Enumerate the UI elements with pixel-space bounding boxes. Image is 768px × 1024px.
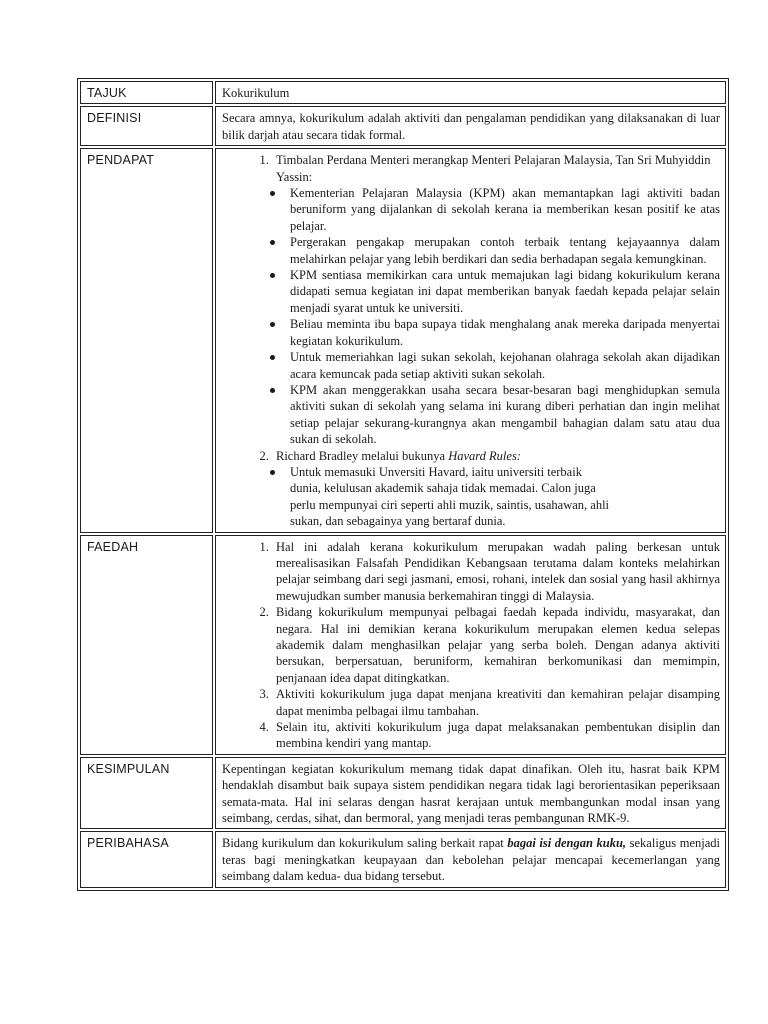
- bullet-item: [290, 464, 720, 530]
- document-page: [77, 78, 729, 891]
- row-label-pendapat: PENDAPAT: [80, 148, 213, 532]
- pendapat-item-2-text: Richard Bradley melalui bukunya: [276, 448, 449, 463]
- row-peribahasa: [80, 831, 726, 887]
- faedah-item: 3. Aktiviti kokurikulum juga dapat menjana kreativiti dan kemahiran pelajar disamping dapat menimba pelbagai ilmu tambahan.: [272, 686, 720, 719]
- faedah-list: [222, 539, 720, 752]
- row-tajuk: [80, 81, 726, 104]
- row-value-pendapat: [215, 148, 726, 532]
- bullet-line: perlu mempunyai ciri seperti ahli muzik, saintis, usahawan, ahli: [290, 497, 610, 512]
- row-value-definisi: Secara amnya, kokurikulum adalah aktiviti dan pengalaman pendidikan yang dilaksanakan di luar bilik darjah atau secara tidak formal.: [215, 106, 726, 146]
- row-label-tajuk: TAJUK: [80, 81, 213, 104]
- bullet-item: KPM sentiasa memikirkan cara untuk memajukan lagi bidang kokurikulum kerana didapati semua kegiatan ini dapat memberikan banyak faedah kepada pelajar selain menjadi syarat untuk ke universiti.: [290, 268, 720, 315]
- faedah-item: 4. Selain itu, aktiviti kokurikulum juga dapat melaksanakan pembentukan disiplin dan membina kendiri yang mantap.: [272, 719, 720, 752]
- bullet-line: dunia, kelulusan akademik sahaja tidak memadai. Calon juga: [290, 481, 596, 496]
- peribahasa-text-before: Bidang kurikulum dan kokurikulum saling berkait rapat: [222, 836, 508, 851]
- bullet-item: Pergerakan pengakap merupakan contoh terbaik tentang kejayaannya dalam melahirkan pelajar yang lebih berdikari dan sedia berhadapan segala kemungkinan.: [290, 235, 720, 266]
- pendapat-item-2-bullets: [276, 464, 720, 530]
- bullet-item: Kementerian Pelajaran Malaysia (KPM) akan memantapkan lagi aktiviti badan beruniform yang dijalankan di sekolah kerana ia memberikan kesan positif ke atas pelajar.: [290, 186, 720, 233]
- row-label-peribahasa: PERIBAHASA: [80, 831, 213, 887]
- pendapat-item-1-bullets: [276, 185, 720, 448]
- book-title: Havard Rules:: [448, 448, 521, 463]
- pendapat-item-2: [272, 448, 720, 530]
- proverb: bagai isi dengan kuku,: [507, 836, 627, 851]
- bullet-item: KPM akan menggerakkan usaha secara besar-besaran bagi menghidupkan semula aktiviti sukan di sekolah yang selama ini kurang diberi perhatian dan ingin melihat setiap pelajar sekurang-kurangnya akan mengambil bahagian dalam satu atau dua sukan di sekolah.: [290, 382, 720, 447]
- bullet-line: sukan, dan sebagainya yang bertaraf dunia.: [290, 514, 506, 529]
- faedah-item: 2. Bidang kokurikulum mempunyai pelbagai faedah kepada individu, masyarakat, dan negara. Hal ini demikian kerana kokurikulum merupakan elemen kedua selepas akademik dalam menghasilkan pelajar yang serba boleh. Dengan adanya aktiviti bersukan, berpersatuan, beruniform, kemahiran berkomunikasi dan memimpin, penjanaan idea dapat ditingkatkan.: [272, 604, 720, 686]
- row-value-faedah: [215, 535, 726, 755]
- row-kesimpulan: [80, 757, 726, 830]
- peribahasa-text-after: sekaligus menjadi teras bagi meningkatkan keupayaan dan kebolehan pelajar mencapai kecemerlangan yang seimbang dalam kedua- dua bidang tersebut.: [222, 836, 720, 884]
- row-value-peribahasa: [215, 831, 726, 887]
- pendapat-item-1-text: Timbalan Perdana Menteri merangkap Menteri Pelajaran Malaysia, Tan Sri Muhyiddin Yassin:: [276, 153, 711, 184]
- row-value-kesimpulan: Kepentingan kegiatan kokurikulum memang tidak dapat dinafikan. Oleh itu, hasrat baik KPM hendaklah disambut baik supaya sistem pendidikan negara tidak lagi berorientasikan peperiksaan semata-mata. Hal ini selaras dengan hasrat kerajaan untuk membangunkan modal insan yang seimbang, cerdas, sihat, dan bermoral, yang menjadi teras pembangunan RMK-9.: [215, 757, 726, 830]
- row-faedah: [80, 535, 726, 755]
- row-pendapat: [80, 148, 726, 532]
- bullet-line: Untuk memasuki Unversiti Havard, iaitu universiti terbaik: [290, 464, 582, 479]
- bullet-item: Beliau meminta ibu bapa supaya tidak menghalang anak mereka daripada menyertai kegiatan kokurikulum.: [290, 317, 720, 348]
- notes-table: [77, 78, 729, 891]
- pendapat-list: [222, 152, 720, 529]
- faedah-item: 1. Hal ini adalah kerana kokurikulum merupakan wadah paling berkesan untuk merealisasikan Falsafah Pendidikan Kebangsaan terutama dalam konteks melahirkan pelajar seimbang dari segi jasmani, emosi, rohani, intelek dan sosial yang hasil akhirnya mewujudkan sumber manusia berkemahiran tinggi di Malaysia.: [272, 539, 720, 605]
- bullet-item: Untuk memeriahkan lagi sukan sekolah, kejohanan olahraga sekolah akan dijadikan acara kemuncak pada setiap aktiviti sukan sekolah.: [290, 350, 720, 381]
- row-label-faedah: FAEDAH: [80, 535, 213, 755]
- row-label-definisi: DEFINISI: [80, 106, 213, 146]
- row-definisi: [80, 106, 726, 146]
- pendapat-item-1: [272, 152, 720, 447]
- row-value-tajuk: Kokurikulum: [215, 81, 726, 104]
- row-label-kesimpulan: KESIMPULAN: [80, 757, 213, 830]
